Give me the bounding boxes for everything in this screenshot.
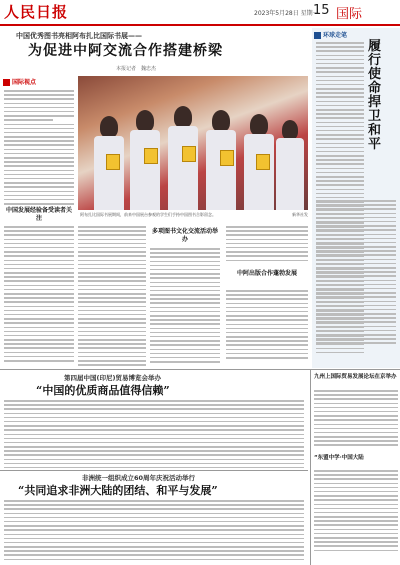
newspaper-logo: 人民日报	[4, 3, 69, 21]
right-body-b	[314, 470, 398, 562]
lead-body-col4a	[226, 226, 308, 266]
section-name: 国际	[336, 7, 363, 22]
lead-headline: 为促进中阿交流合作搭建桥梁	[28, 43, 223, 59]
story3-headline: “共同追求非洲大陆的团结、和平与发展”	[18, 484, 218, 497]
right-body-a	[314, 390, 398, 452]
right-subhead-b: “东盟中学·中国大陆	[314, 455, 364, 461]
story3-kicker: 非洲统一组织成立60周年庆祝活动举行	[82, 474, 196, 482]
sidebar-title: 履行使命 捍卫和平	[368, 39, 395, 152]
lead-body-col2	[78, 226, 146, 366]
lead-body-col1b	[4, 226, 74, 364]
column-tag-icon	[3, 79, 10, 86]
lead-subhead-3: 中阿出版合作蓬勃发展	[236, 270, 297, 277]
photo-credit: 新华社发	[292, 212, 308, 217]
right-subhead-a: 九州上国际贸易发展论坛在京举办	[314, 374, 397, 380]
lead-byline: 本报记者 魏忠杰	[116, 66, 157, 72]
column-tag-label: 国际视点	[12, 79, 37, 86]
lead-body-col1	[4, 90, 74, 208]
sidebar-body-b	[316, 200, 396, 360]
story2-body	[4, 400, 304, 468]
sidebar-tag	[314, 30, 347, 39]
lead-body-col3	[150, 248, 220, 366]
story-divider	[0, 470, 308, 471]
issue-date: 2023年5月28日 星期一	[254, 10, 319, 17]
lead-subhead-2: 多项图书文化交流活动举办	[151, 228, 218, 243]
lead-kicker: 中国优秀图书亮相阿布扎比国际书展——	[16, 32, 142, 40]
lead-photo	[78, 76, 308, 210]
lead-subhead-1: 中国发展经验备受读者关注	[5, 207, 72, 222]
section-divider	[0, 369, 400, 370]
column-divider	[310, 370, 311, 565]
story2-headline: “中国的优质商品值得信赖”	[36, 384, 170, 397]
lead-body-col4b	[226, 290, 308, 366]
column-tag	[3, 77, 36, 86]
sidebar-tag-icon	[314, 32, 321, 39]
sidebar-tag-label: 环球走笔	[323, 32, 348, 39]
photo-caption-text: 阿布扎比国际书展期间，前来中国展台参观的学生们手持中国图书合影留念。	[80, 212, 216, 217]
story2-kicker: 第四届中国(印尼)贸易博览会举办	[64, 374, 161, 382]
story3-body	[4, 500, 304, 562]
page-number: 15	[313, 3, 330, 18]
photo-caption	[80, 212, 308, 217]
